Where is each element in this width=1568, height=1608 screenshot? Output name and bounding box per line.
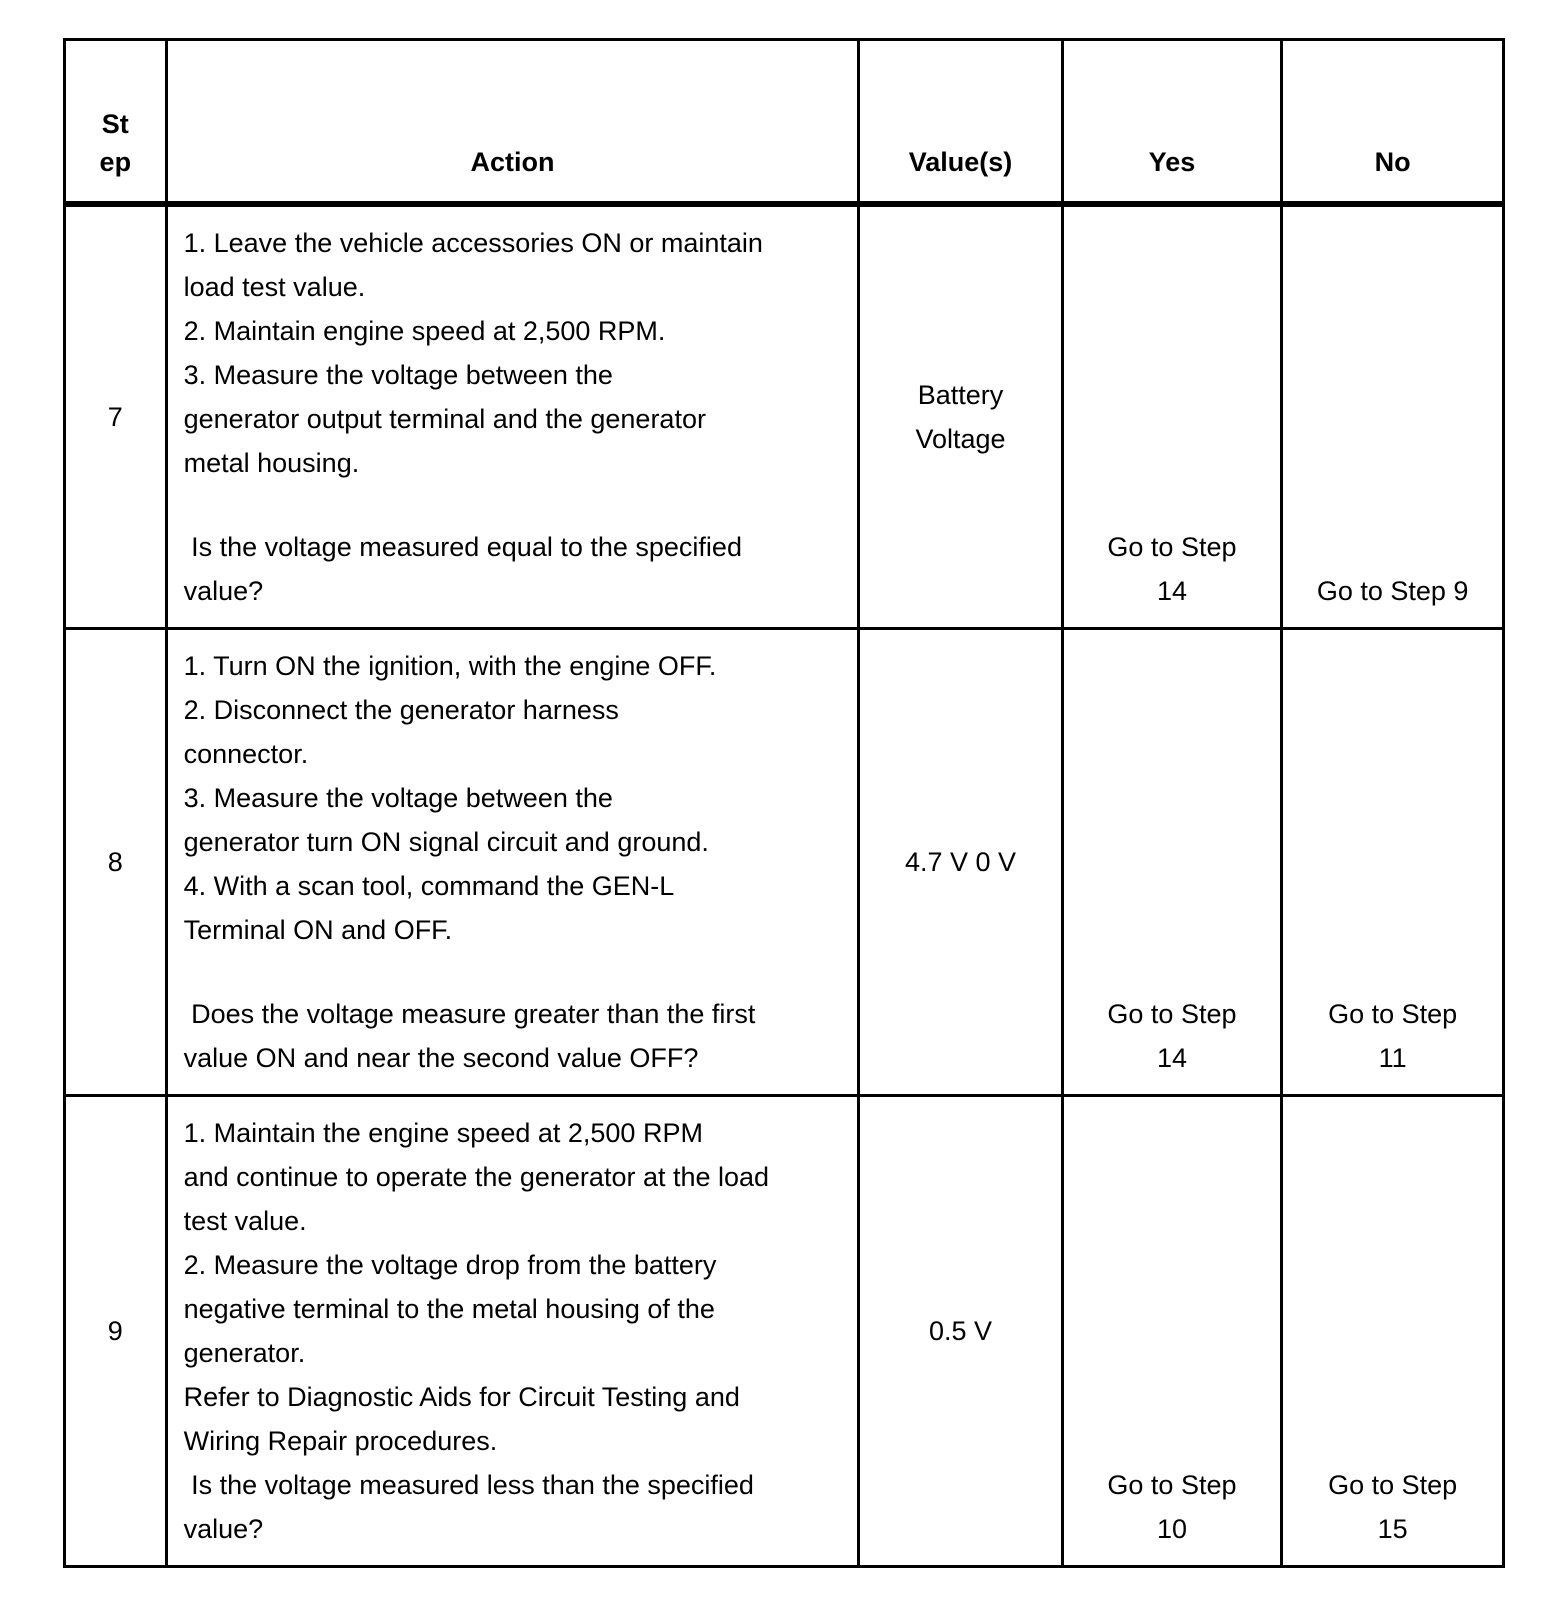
header-step <box>65 40 167 205</box>
yes-cell <box>1062 1096 1282 1567</box>
yes-line: 14 <box>1156 576 1187 606</box>
question-line: Is the voltage measured less than the specified <box>183 1470 754 1500</box>
header-step-line2: ep <box>99 147 132 177</box>
step-number: 9 <box>65 1096 167 1567</box>
step-number: 7 <box>65 204 167 629</box>
question-line: Is the voltage measured equal to the specified <box>183 532 742 562</box>
table-row <box>65 204 1504 629</box>
no-cell <box>1282 204 1504 629</box>
action-line: Wiring Repair procedures. <box>183 1426 498 1456</box>
action-line: connector. <box>183 739 309 769</box>
action-line: 3. Measure the voltage between the <box>183 360 613 390</box>
no-line: Go to Step <box>1328 1470 1458 1500</box>
action-cell <box>166 629 859 1096</box>
no-cell <box>1282 629 1504 1096</box>
action-cell <box>166 204 859 629</box>
action-line: Refer to Diagnostic Aids for Circuit Testing and <box>183 1382 740 1412</box>
no-cell <box>1282 1096 1504 1567</box>
value-line: Battery <box>917 380 1004 410</box>
action-line: metal housing. <box>183 448 360 478</box>
header-action: Action <box>166 40 859 205</box>
yes-line: Go to Step <box>1107 532 1237 562</box>
yes-cell <box>1062 204 1282 629</box>
value-cell <box>859 204 1062 629</box>
action-line: test value. <box>183 1206 307 1236</box>
header-yes: Yes <box>1062 40 1282 205</box>
yes-line: Go to Step <box>1107 1470 1237 1500</box>
question-line: Does the voltage measure greater than the first <box>183 999 756 1029</box>
diagnostic-table <box>63 38 1505 1568</box>
action-cell <box>166 1096 859 1567</box>
table-row <box>65 1096 1504 1567</box>
table-row <box>65 629 1504 1096</box>
value-line: Voltage <box>915 424 1006 454</box>
action-line: negative terminal to the metal housing of the <box>183 1294 715 1324</box>
action-line: and continue to operate the generator at the load <box>183 1162 770 1192</box>
step-number: 8 <box>65 629 167 1096</box>
yes-line: 10 <box>1156 1514 1187 1544</box>
no-line: 15 <box>1377 1514 1408 1544</box>
action-line: generator turn ON signal circuit and ground. <box>183 827 709 857</box>
action-line: generator. <box>183 1338 306 1368</box>
no-line: 11 <box>1378 1043 1407 1073</box>
action-line: load test value. <box>183 272 366 302</box>
value-line: 0.5 V <box>929 1316 993 1346</box>
action-line: generator output terminal and the generator <box>183 404 706 434</box>
action-line: 4. With a scan tool, command the GEN-L <box>183 871 675 901</box>
header-row <box>65 40 1504 205</box>
yes-line: 14 <box>1156 1043 1187 1073</box>
header-step-line1: St <box>101 109 129 139</box>
question-line: value? <box>183 576 264 606</box>
header-values: Value(s) <box>859 40 1062 205</box>
action-line: 2. Disconnect the generator harness <box>183 695 619 725</box>
action-line: 2. Measure the voltage drop from the battery <box>183 1250 717 1280</box>
no-line: Go to Step <box>1328 999 1458 1029</box>
action-line: 3. Measure the voltage between the <box>183 783 613 813</box>
action-line: 1. Maintain the engine speed at 2,500 RPM <box>183 1118 703 1148</box>
action-line: 1. Turn ON the ignition, with the engine OFF. <box>183 651 717 681</box>
yes-cell <box>1062 629 1282 1096</box>
value-cell <box>859 1096 1062 1567</box>
question-line: value? <box>183 1514 264 1544</box>
value-line: 4.7 V 0 V <box>904 847 1017 877</box>
header-no: No <box>1282 40 1504 205</box>
question-line: value ON and near the second value OFF? <box>183 1043 699 1073</box>
yes-line: Go to Step <box>1107 999 1237 1029</box>
action-line: 1. Leave the vehicle accessories ON or maintain <box>183 228 763 258</box>
action-line: Terminal ON and OFF. <box>183 915 453 945</box>
no-line: Go to Step 9 <box>1316 576 1469 606</box>
action-line: 2. Maintain engine speed at 2,500 RPM. <box>183 316 666 346</box>
value-cell <box>859 629 1062 1096</box>
